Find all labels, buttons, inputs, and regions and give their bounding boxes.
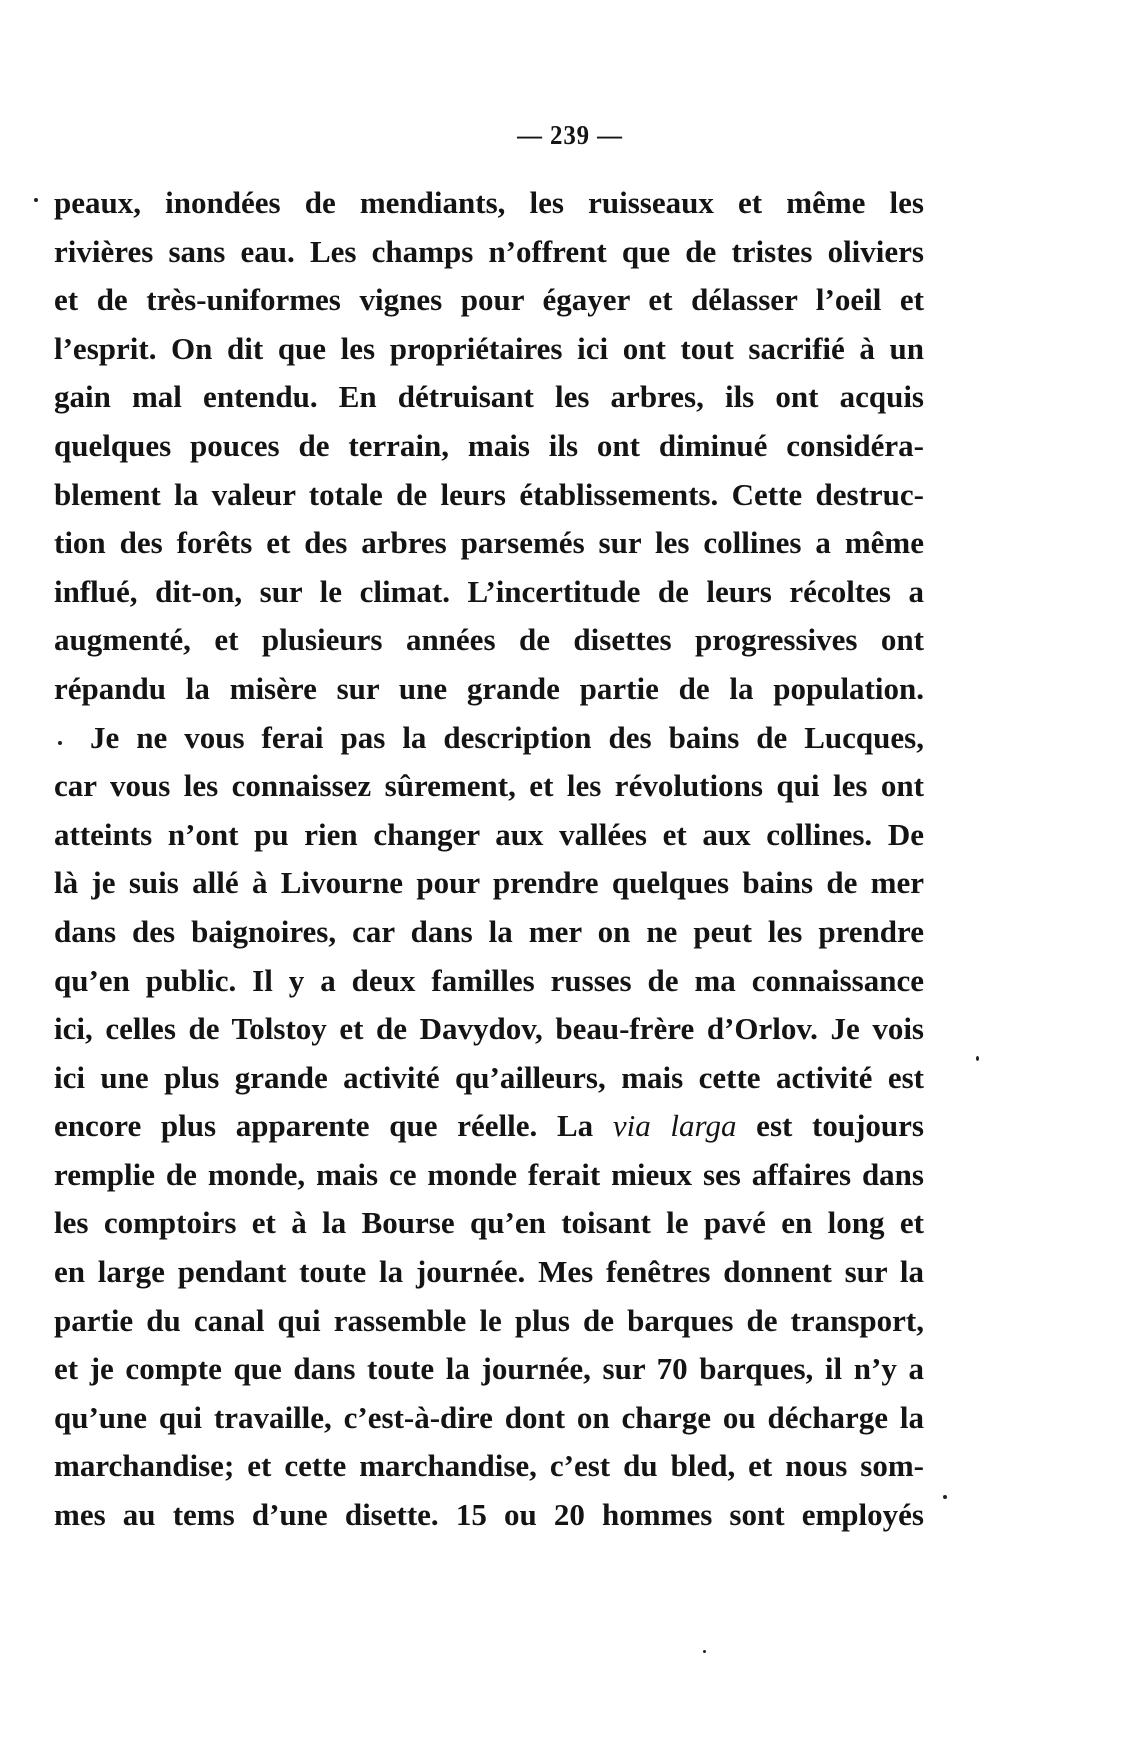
text-line: augmenté, et plusieurs années de disettes progressives ont: [54, 622, 924, 658]
text-line: qu’une qui travaille, c’est-à-dire dont on charge ou décharge la: [54, 1399, 924, 1435]
text-line: car vous les connaissez sûrement, et les révolutions qui les ont: [54, 768, 924, 804]
body-text: [54, 179, 924, 1540]
text-line: en large pendant toute la journée. Mes fenêtres donnent sur la: [54, 1254, 924, 1290]
print-speck: [976, 1056, 979, 1061]
italic-street-name: via larga: [612, 1108, 737, 1144]
text-line: dans des baignoires, car dans la mer on ne peut les prendre: [54, 913, 924, 949]
text-line: partie du canal qui rassemble le plus de barques de transport,: [54, 1302, 924, 1338]
text-line: marchandise; et cette marchandise, c’est du bled, et nous som-: [54, 1448, 924, 1484]
text-line: influé, dit-on, sur le climat. L’incertitude de leurs récoltes a: [54, 573, 924, 609]
text-line: remplie de monde, mais ce monde ferait mieux ses affaires dans: [54, 1156, 924, 1192]
text-line: les comptoirs et à la Bourse qu’en toisant le pavé en long et: [54, 1205, 924, 1241]
paragraph-start-line: Je ne vous ferai pas la description des bains de Lucques,: [90, 719, 924, 755]
print-speck: [943, 1495, 947, 1499]
text-line: ici une plus grande activité qu’ailleurs, mais cette activité est: [54, 1059, 924, 1095]
print-speck: [34, 198, 38, 202]
text-line: blement la valeur totale de leurs établissements. Cette destruc-: [54, 476, 924, 512]
text-line: ici, celles de Tolstoy et de Davydov, beau-frère d’Orlov. Je vois: [54, 1011, 924, 1047]
text-line: et je compte que dans toute la journée, sur 70 barques, il n’y a: [54, 1351, 924, 1387]
text-line: l’esprit. On dit que les propriétaires ici ont tout sacrifié à un: [54, 330, 924, 366]
text-line: atteints n’ont pu rien changer aux vallées et aux collines. De: [54, 816, 924, 852]
text-line: là je suis allé à Livourne pour prendre quelques bains de mer: [54, 865, 924, 901]
text-line: qu’en public. Il y a deux familles russes de ma connaissance: [54, 962, 924, 998]
text-line: tion des forêts et des arbres parsemés sur les collines a même: [54, 525, 924, 561]
text-line: quelques pouces de terrain, mais ils ont diminué considéra-: [54, 427, 924, 463]
print-speck: [703, 1650, 706, 1653]
text-line: peaux, inondées de mendiants, les ruisseaux et même les: [54, 185, 924, 220]
text-line: rivières sans eau. Les champs n’offrent que de tristes oliviers: [54, 233, 924, 269]
print-speck: [58, 741, 62, 745]
text-line: encore plus apparente que réelle. La via larga est toujours: [54, 1108, 924, 1144]
page-number: — 239 —: [517, 120, 623, 150]
text-line: répandu la misère sur une grande partie de la population.: [54, 670, 924, 706]
text-line: mes au tems d’une disette. 15 ou 20 hommes sont employés: [54, 1497, 924, 1533]
text-line: gain mal entendu. En détruisant les arbres, ils ont acquis: [54, 379, 924, 415]
text-line: et de très-uniformes vignes pour égayer et délasser l’oeil et: [54, 282, 924, 318]
